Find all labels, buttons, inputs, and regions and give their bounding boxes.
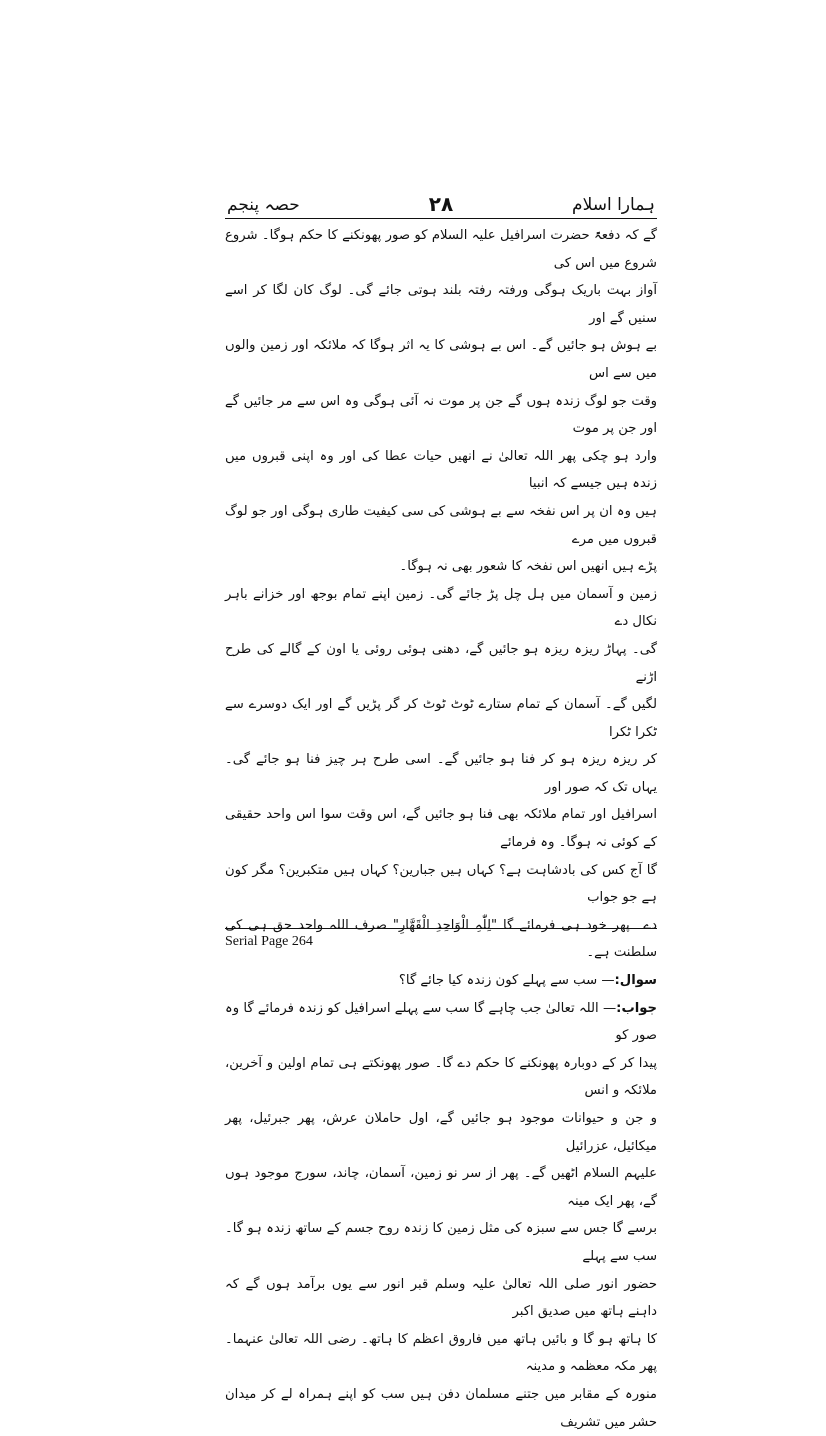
line-text: کا ہاتھ ہو گا و بائیں ہاتھ میں فاروق اعظم کا ہاتھ۔ رضی اللہ تعالیٰ عنہما۔ پھر مکہ معظمہ و مدینہ (225, 1331, 657, 1375)
qa-label: جواب: (616, 1000, 657, 1016)
line-text: — اللہ تعالیٰ جب چاہے گا سب سے پہلے اسرافیل کو زندہ فرمائے گا وہ صور کو (225, 1000, 657, 1044)
line-text: وارد ہو چکی پھر اللہ تعالیٰ نے انھیں حیات عطا کی اور وہ اپنی قبروں میں زندہ ہیں جیسے کہ انبیا (225, 448, 657, 492)
text-line (225, 1381, 657, 1436)
line-text: بے ہوش ہو جائیں گے۔ اس بے ہوشی کا یہ اثر ہوگا کہ ملائکہ اور زمین والوں میں سے اس (225, 338, 657, 381)
book-page (225, 192, 657, 1430)
paragraph (225, 581, 657, 967)
text-line (225, 1105, 657, 1160)
text-line (225, 636, 657, 691)
line-text: آواز بہت باریک ہوگی ورفتہ رفتہ بلند ہوتی جائے گی۔ لوگ کان لگا کر اسے سنیں گے اور (225, 283, 657, 326)
text-line (225, 995, 657, 1050)
line-text: لگیں گے۔ آسمان کے تمام ستارے ٹوٹ ٹوٹ کر گر پڑیں گے اور ایک دوسرے سے ٹکرا ٹکرا (225, 697, 657, 740)
line-text: پیدا کر کے دوبارہ پھونکنے کا حکم دے گا۔ صور پھونکتے ہی تمام اولین و آخرین، ملائکہ و انس (225, 1055, 657, 1099)
serial-page: Serial Page 264 (225, 934, 313, 949)
text-line (225, 1326, 657, 1381)
line-text: پڑے ہیں انھیں اس نفخہ کا شعور بھی نہ ہوگا۔ (399, 559, 657, 575)
text-line (225, 222, 657, 277)
text-line (225, 581, 657, 636)
text-line (225, 1215, 657, 1270)
text-line (225, 1050, 657, 1105)
line-text: اسرافیل اور تمام ملائکہ بھی فنا ہو جائیں گے، اس وقت سوا اس واحد حقیقی کے کوئی نہ ہوگا۔ وہ فرمائے (225, 807, 657, 851)
text-line (225, 857, 657, 912)
text-line (225, 1271, 657, 1326)
text-line (225, 388, 657, 443)
line-text: گے کہ دفعۃً حضرت اسرافیل علیہ السلام کو صور پھونکنے کا حکم ہوگا۔ شروع شروع میں اس کی (225, 228, 657, 271)
text-line (225, 553, 657, 581)
footer-rule (225, 928, 657, 929)
line-text: برسے گا جس سے سبزہ کی مثل زمین کا زندہ روح جسم کے ساتھ زندہ ہو گا۔ سب سے پہلے (225, 1221, 657, 1264)
paragraph (225, 995, 657, 1436)
text-line (225, 746, 657, 801)
line-text: و جن و حیوانات موجود ہو جائیں گے، اول حاملان عرش، پھر جبرئیل، پھر میکائیل، عزرائیل (225, 1111, 657, 1154)
page-body (225, 222, 657, 1436)
text-line (225, 1160, 657, 1215)
text-line (225, 498, 657, 553)
paragraph (225, 967, 657, 995)
text-line (225, 443, 657, 498)
text-line (225, 967, 657, 995)
text-line (225, 801, 657, 856)
line-text: وقت جو لوگ زندہ ہوں گے جن پر موت نہ آئی ہوگی وہ اس سے مر جائیں گے اور جن پر موت (225, 393, 657, 437)
book-title: ہمارا اسلام (572, 195, 655, 215)
text-line (225, 277, 657, 332)
line-text: دے۔ پھر خود ہی فرمائے گا "لِلّٰہِ الْوَاحِدِ الْقَھَّارِ" صرف اللہ واحد حق ہی کی سلطنت ہے۔ (225, 917, 657, 961)
line-text: حضور انور صلی اللہ تعالیٰ علیہ وسلم قبر انور سے یوں برآمد ہوں گے کہ داہنے ہاتھ میں صدیق اکبر (225, 1276, 657, 1320)
line-text: ہیں وہ ان پر اس نفخہ سے بے ہوشی کی سی کیفیت طاری ہوگی اور جو لوگ قبروں میں مرے (225, 503, 657, 547)
page-number: ۲۸ (428, 192, 454, 216)
part-label: حصہ پنجم (227, 195, 300, 215)
line-text: — سب سے پہلے کون زندہ کیا جائے گا؟ (398, 973, 615, 989)
header-rule (225, 218, 657, 219)
text-line (225, 332, 657, 387)
paragraph (225, 222, 657, 581)
line-text: علیہم السلام اٹھیں گے۔ پھر از سر نو زمین، آسمان، چاند، سورج موجود ہوں گے، پھر ایک مینہ (225, 1166, 657, 1209)
text-line (225, 691, 657, 746)
line-text: کر ریزہ ریزہ ہو کر فنا ہو جائیں گے۔ اسی طرح ہر چیز فنا ہو جائے گی۔ یہاں تک کہ صور اور (225, 752, 657, 795)
line-text: زمین و آسمان میں ہل چل پڑ جائے گی۔ زمین اپنے تمام بوجھ اور خزانے باہر نکال دے (225, 586, 657, 630)
line-text: گا آج کس کی بادشاہت ہے؟ کہاں ہیں جبارین؟ کہاں ہیں متکبرین؟ مگر کون ہے جو جواب (225, 862, 657, 906)
page-header (225, 192, 657, 216)
line-text: منورہ کے مقابر میں جتنے مسلمان دفن ہیں سب کو اپنے ہمراہ لے کر میدان حشر میں تشریف (225, 1386, 657, 1430)
qa-label: سوال: (614, 973, 657, 989)
line-text: گی۔ پہاڑ ریزہ ریزہ ہو جائیں گے، دھنی ہوئی روئی یا اون کے گالے کی طرح اڑنے (225, 641, 657, 685)
